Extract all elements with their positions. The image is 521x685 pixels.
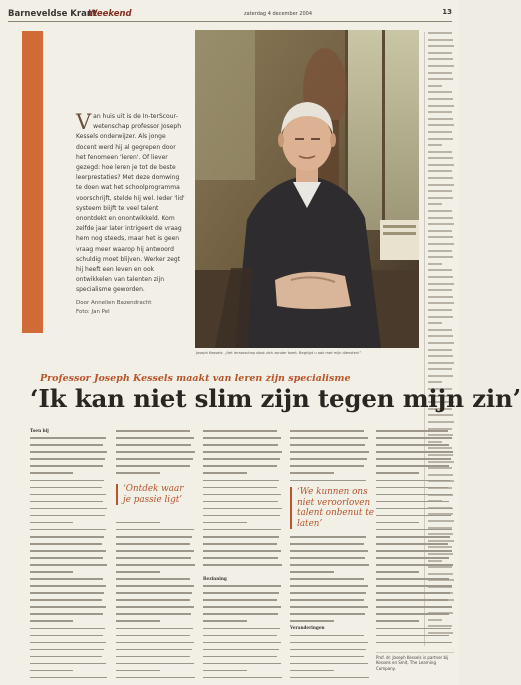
author-credit: Door Annelien Bazendracht xyxy=(76,300,152,306)
text-line xyxy=(290,561,370,568)
text-line xyxy=(376,638,454,645)
text-line xyxy=(290,476,370,483)
text-line xyxy=(290,554,370,561)
portrait-illustration xyxy=(195,30,419,348)
text-line xyxy=(30,674,108,681)
text-line xyxy=(203,462,283,469)
text-line xyxy=(290,596,370,603)
text-line xyxy=(203,483,283,490)
text-line xyxy=(116,568,196,575)
author-bio: Prof. dr. Joseph Kessels is partner bij Kessels en Smit, The Learning Company. xyxy=(376,652,454,671)
text-line xyxy=(290,575,370,582)
text-line xyxy=(376,526,454,533)
text-line xyxy=(30,462,108,469)
text-line xyxy=(116,519,196,526)
text-line xyxy=(116,533,196,540)
page-header xyxy=(8,8,452,22)
text-line xyxy=(290,540,370,547)
text-line xyxy=(290,603,370,610)
text-line xyxy=(376,554,454,561)
text-line xyxy=(290,441,370,448)
text-line xyxy=(376,427,454,434)
text-line xyxy=(116,512,196,519)
text-line xyxy=(30,448,108,455)
text-line xyxy=(30,476,108,483)
text-line xyxy=(30,653,108,660)
portrait-photo xyxy=(195,30,419,348)
text-line xyxy=(203,427,283,434)
text-line xyxy=(376,624,454,631)
intro-dropcap: V xyxy=(76,110,92,134)
text-line xyxy=(203,497,283,504)
text-line xyxy=(30,568,108,575)
text-line xyxy=(376,448,454,455)
text-line xyxy=(376,596,454,603)
text-line xyxy=(376,455,454,462)
text-line xyxy=(376,540,454,547)
byline xyxy=(76,299,151,317)
text-line xyxy=(203,653,283,660)
text-line xyxy=(116,645,196,652)
text-line xyxy=(290,674,370,681)
text-line xyxy=(376,533,454,540)
text-line xyxy=(376,497,454,504)
text-line xyxy=(30,610,108,617)
text-line xyxy=(116,653,196,660)
text-line xyxy=(203,540,283,547)
text-line xyxy=(116,505,196,512)
text-line xyxy=(376,441,454,448)
text-line xyxy=(290,645,370,652)
text-line xyxy=(376,476,454,483)
text-line xyxy=(30,547,108,554)
text-line xyxy=(290,455,370,462)
text-line xyxy=(376,589,454,596)
text-line xyxy=(116,660,196,667)
text-line xyxy=(203,568,283,575)
text-line xyxy=(116,462,196,469)
text-line xyxy=(203,660,283,667)
text-line xyxy=(116,603,196,610)
text-line xyxy=(30,512,108,519)
body-column-2 xyxy=(116,427,196,681)
text-line xyxy=(116,455,196,462)
text-line xyxy=(116,469,196,476)
text-line xyxy=(203,547,283,554)
text-line xyxy=(116,617,196,624)
text-line xyxy=(30,603,108,610)
text-line xyxy=(30,638,108,645)
text-line xyxy=(376,512,454,519)
text-line xyxy=(203,596,283,603)
text-line xyxy=(30,455,108,462)
text-line xyxy=(30,660,108,667)
text-line xyxy=(116,589,196,596)
text-line xyxy=(30,589,108,596)
text-line xyxy=(30,427,108,434)
text-line xyxy=(376,469,454,476)
text-line xyxy=(30,561,108,568)
photo-caption: Joseph Kessels: „Het leraarschap sloot zich zonder komt. Begrijpt u ook met mijn diensten!” xyxy=(196,351,362,355)
body-column-1 xyxy=(30,427,108,681)
text-line xyxy=(203,526,283,533)
text-line xyxy=(116,582,196,589)
text-line xyxy=(376,582,454,589)
text-line xyxy=(290,547,370,554)
text-line xyxy=(203,624,283,631)
text-line xyxy=(290,589,370,596)
section-name: Weekend xyxy=(88,9,132,19)
text-line xyxy=(30,434,108,441)
text-line xyxy=(376,519,454,526)
text-line xyxy=(290,624,370,631)
text-line xyxy=(290,667,370,674)
text-line xyxy=(376,575,454,582)
body-column-4 xyxy=(290,427,370,681)
text-line xyxy=(376,561,454,568)
issue-date: zaterdag 4 december 2004 xyxy=(244,11,313,17)
subheading: Toen hij xyxy=(30,428,49,433)
text-line xyxy=(30,441,108,448)
text-line xyxy=(290,434,370,441)
subheading: Veranderingen xyxy=(290,625,325,631)
text-line xyxy=(376,568,454,575)
text-line xyxy=(116,561,196,568)
text-line xyxy=(376,610,454,617)
accent-bar xyxy=(22,31,43,333)
text-line xyxy=(30,645,108,652)
text-line xyxy=(203,434,283,441)
text-line xyxy=(116,526,196,533)
text-line xyxy=(376,490,454,497)
text-line xyxy=(30,505,108,512)
text-line xyxy=(203,441,283,448)
text-line xyxy=(290,469,370,476)
text-line xyxy=(290,582,370,589)
text-line xyxy=(203,469,283,476)
page-number: 13 xyxy=(442,8,452,16)
text-line xyxy=(30,631,108,638)
text-line xyxy=(376,547,454,554)
text-line xyxy=(30,624,108,631)
text-line xyxy=(30,533,108,540)
text-line xyxy=(203,603,283,610)
text-line xyxy=(290,638,370,645)
text-line xyxy=(30,596,108,603)
text-line xyxy=(376,603,454,610)
text-line xyxy=(203,575,283,582)
text-line xyxy=(203,554,283,561)
text-line xyxy=(116,441,196,448)
text-line xyxy=(30,575,108,582)
text-line xyxy=(290,462,370,469)
text-line xyxy=(203,512,283,519)
text-line xyxy=(376,483,454,490)
text-line xyxy=(376,617,454,624)
article-headline: ‘Ik kan niet slim zijn tegen mijn zin’ xyxy=(30,384,521,413)
text-line xyxy=(290,653,370,660)
text-line xyxy=(30,667,108,674)
text-line xyxy=(203,561,283,568)
text-line xyxy=(203,505,283,512)
text-line xyxy=(116,575,196,582)
text-line xyxy=(203,667,283,674)
text-line xyxy=(290,427,370,434)
text-line xyxy=(203,617,283,624)
newspaper-name: Barneveldse Krant xyxy=(8,9,97,19)
text-line xyxy=(116,631,196,638)
text-line xyxy=(376,434,454,441)
text-line xyxy=(116,638,196,645)
text-line xyxy=(116,434,196,441)
intro-paragraph xyxy=(76,112,186,296)
text-line xyxy=(376,462,454,469)
text-line xyxy=(203,638,283,645)
pull-quote-right: ‘We kunnen ons niet veroorloven talent onbenut te laten’ xyxy=(290,487,374,529)
pull-quote-left: ‘Ontdek waar je passie ligt’ xyxy=(116,484,186,505)
subheading: Bezinning xyxy=(203,575,227,581)
body-column-5 xyxy=(376,427,454,645)
text-line xyxy=(116,427,196,434)
text-line xyxy=(30,554,108,561)
text-line xyxy=(30,497,108,504)
text-line xyxy=(30,582,108,589)
text-line xyxy=(203,519,283,526)
text-line xyxy=(290,660,370,667)
text-line xyxy=(376,505,454,512)
text-line xyxy=(203,631,283,638)
intro-text: an huis uit is de In-terScour-wetenschap professor Joseph Kessels onderwijzer. Als jonge docent werd hij al gegrepen door het fenomeen 'leren'. Of liever gezegd: hoe leren je tot de beste leerprestaties? Met deze domwing te doen wat het schoolprogramma voorschrijft, stelde hij wel. Ieder 'lid' systeem biijft te veel talent onontdekt en onontwikkeld. Kom zelfde jaar later intrigeert de vraag hem nog steeds, maar het is geen vraag meer waarop hij antwoord schuldig moet blijven. Werker zegt hij heeft een leven en ook ontwikkelen van talenten zijn specialisme geworden. xyxy=(76,113,185,294)
text-line xyxy=(203,610,283,617)
text-line xyxy=(116,540,196,547)
text-line xyxy=(203,645,283,652)
text-line xyxy=(30,617,108,624)
text-line xyxy=(203,490,283,497)
text-line xyxy=(203,582,283,589)
text-line xyxy=(116,554,196,561)
text-line xyxy=(203,674,283,681)
photo-credit: Foto: Jan Pel xyxy=(76,309,110,315)
text-line xyxy=(116,596,196,603)
text-line xyxy=(290,533,370,540)
text-line xyxy=(203,533,283,540)
text-line xyxy=(290,568,370,575)
text-line xyxy=(116,674,196,681)
text-line xyxy=(203,448,283,455)
text-line xyxy=(116,547,196,554)
text-line xyxy=(116,667,196,674)
text-line xyxy=(30,540,108,547)
text-line xyxy=(203,589,283,596)
text-line xyxy=(30,519,108,526)
text-line xyxy=(376,631,454,638)
text-line xyxy=(290,610,370,617)
text-line xyxy=(290,617,370,624)
text-line xyxy=(30,483,108,490)
text-line xyxy=(116,476,196,483)
text-line xyxy=(116,624,196,631)
text-line xyxy=(290,448,370,455)
text-line xyxy=(116,610,196,617)
text-line xyxy=(290,631,370,638)
body-column-3 xyxy=(203,427,283,681)
text-line xyxy=(203,476,283,483)
text-line xyxy=(203,455,283,462)
text-line xyxy=(30,526,108,533)
text-line xyxy=(116,448,196,455)
text-line xyxy=(30,469,108,476)
article-kicker: Professor Joseph Kessels maakt van leren zijn specialisme xyxy=(40,373,351,384)
text-line xyxy=(30,490,108,497)
